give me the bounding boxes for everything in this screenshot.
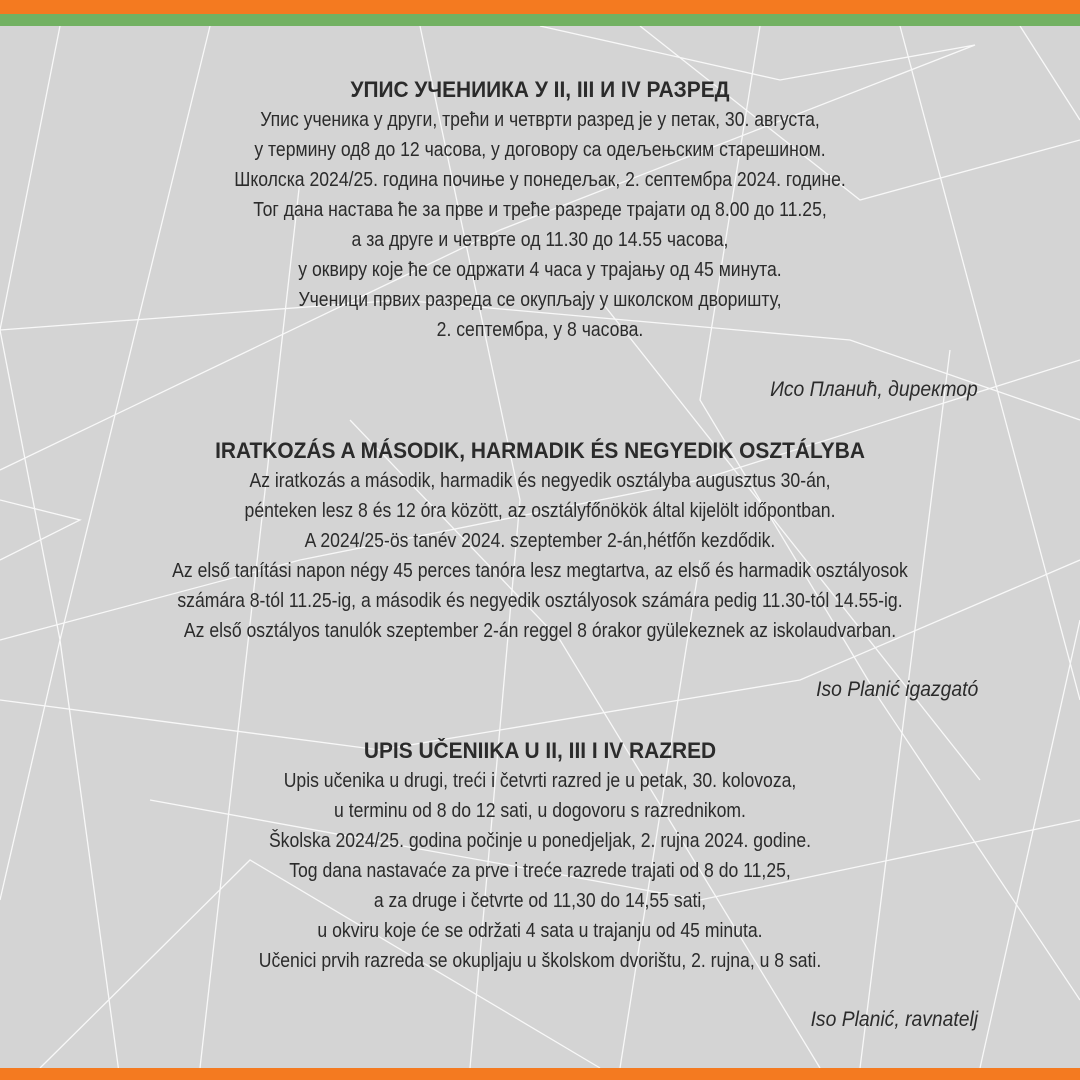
bottom-orange-bar <box>0 1068 1080 1080</box>
notice-line: a za druge i četvrte od 11,30 do 14,55 sati, <box>373 890 707 912</box>
notice-line: u terminu od 8 do 12 sati, u dogovoru s razrednikom. <box>334 800 746 822</box>
notice-line: Упис ученика у други, трећи и четврти разред је у петак, 30. августа, <box>260 109 820 131</box>
serbian-cyrillic-notice <box>0 75 1080 345</box>
notice-line: а за друге и четврте од 11.30 до 14.55 часова, <box>351 229 729 251</box>
croatian-notice <box>0 736 1080 976</box>
notice-line: у оквиру које ће се одржати 4 часа у трајању од 45 минута. <box>298 259 782 281</box>
notice-line: Az iratkozás a második, harmadik és negyedik osztályba augusztus 30-án, <box>249 470 831 492</box>
signature: Iso Planić, ravnatelj <box>810 1008 978 1031</box>
notice-line: у термину од8 до 12 часова, у договору са одељењским старешином. <box>254 139 826 161</box>
hungarian-notice <box>0 436 1080 646</box>
notice-title: УПИС УЧЕНИИКА У II, III И IV РАЗРЕД <box>350 77 730 102</box>
notice-line: Učenici prvih razreda se okupljaju u školskom dvorištu, 2. rujna, u 8 sati. <box>258 950 822 972</box>
notice-line: Тог дана настава ће за прве и треће разреде трајати од 8.00 до 11.25, <box>253 199 827 221</box>
notice-title: UPIS UČENIIKA U II, III I IV RAZRED <box>363 738 717 763</box>
signature: Исо Планић, директор <box>770 378 978 401</box>
notice-line: Школска 2024/25. година почиње у понедељак, 2. септембра 2024. године. <box>234 169 846 191</box>
top-green-bar <box>0 14 1080 26</box>
notice-line: A 2024/25-ös tanév 2024. szeptember 2-án,hétfőn kezdődik. <box>304 530 776 552</box>
notice-line: számára 8-tól 11.25-ig, a második és negyedik osztályosok számára pedig 11.30-tól 14.55-ig. <box>177 590 903 612</box>
notice-line: Az első tanítási napon négy 45 perces tanóra lesz megtartva, az első és harmadik osztályosok <box>172 560 908 582</box>
top-orange-bar <box>0 0 1080 14</box>
notice-line: Az első osztályos tanulók szeptember 2-án reggel 8 órakor gyülekeznek az iskolaudvarban. <box>183 620 897 642</box>
notice-title: IRATKOZÁS A MÁSODIK, HARMADIK ÉS NEGYEDIK OSZTÁLYBA <box>215 438 865 463</box>
notice-line: pénteken lesz 8 és 12 óra között, az osztályfőnökök által kijelölt időpontban. <box>244 500 836 522</box>
signature: Iso Planić igazgató <box>815 678 978 701</box>
notice-line: u okviru koje će se održati 4 sata u trajanju od 45 minuta. <box>317 920 763 942</box>
notice-line: Školska 2024/25. godina počinje u ponedjeljak, 2. rujna 2024. godine. <box>268 830 812 852</box>
notice-line: Upis učenika u drugi, treći i četvrti razred je u petak, 30. kolovoza, <box>283 770 797 792</box>
notice-line: Tog dana nastavaće za prve i treće razrede trajati od 8 do 11,25, <box>289 860 791 882</box>
notice-line: 2. септембра, у 8 часова. <box>436 319 644 341</box>
notice-line: Ученици првих разреда се окупљају у школском дворишту, <box>298 289 782 311</box>
